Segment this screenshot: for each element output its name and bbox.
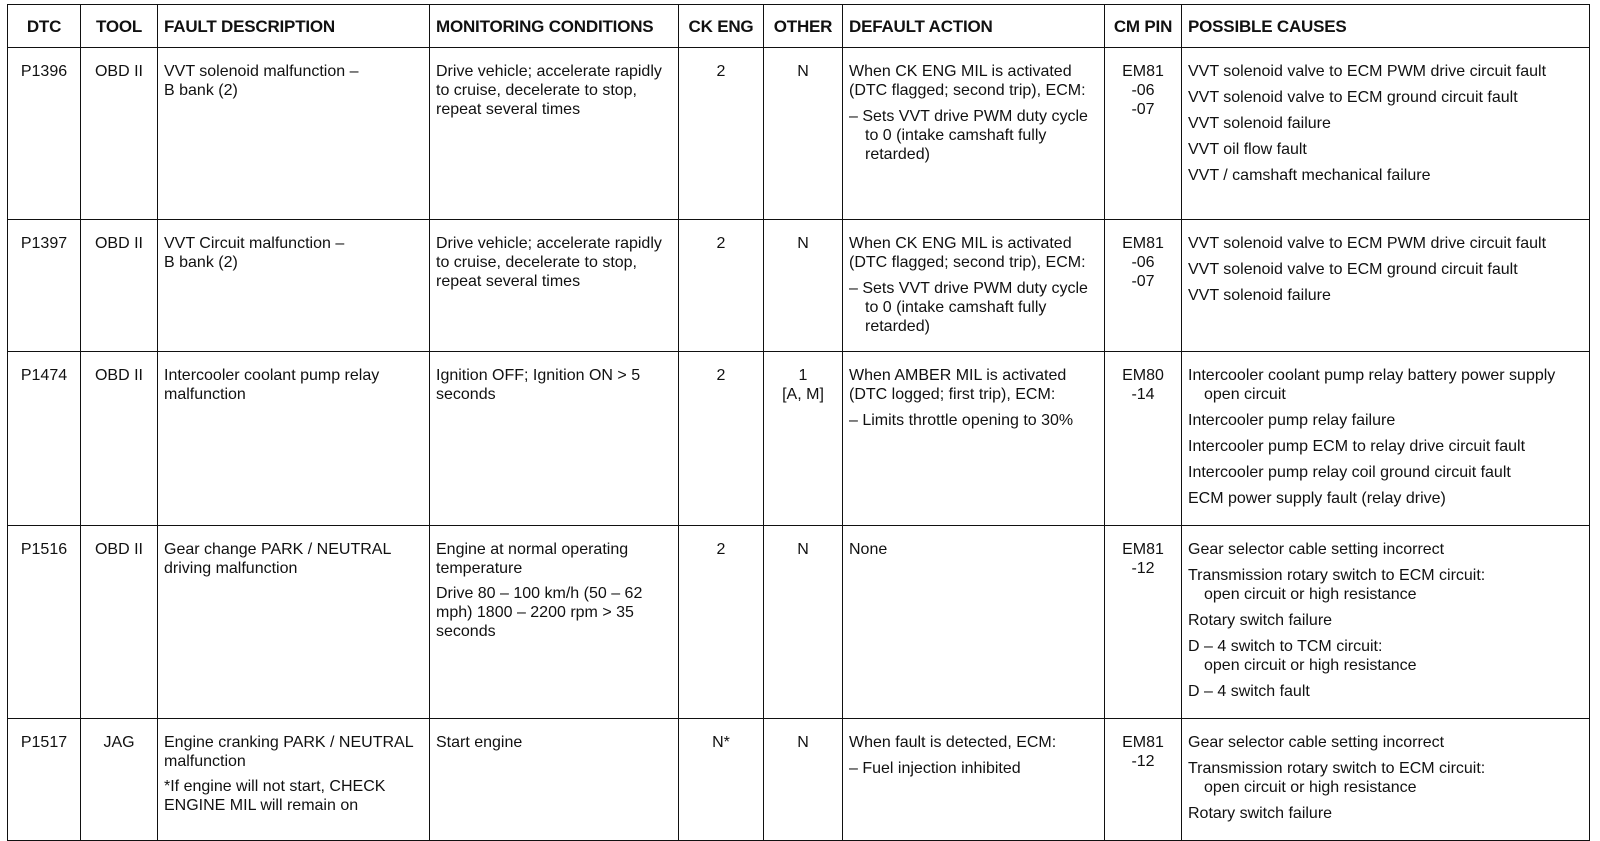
monitoring-conditions-cell xyxy=(430,352,679,526)
cause-item: Gear selector cable setting incorrect xyxy=(1188,734,1445,751)
monitoring-conditions-cell xyxy=(430,48,679,220)
possible-causes-cell xyxy=(1182,48,1590,220)
dtc-code: P1396 xyxy=(8,48,81,220)
header-tool: TOOL xyxy=(81,5,158,48)
other-cell: N xyxy=(764,719,843,841)
default-action-cell xyxy=(843,48,1105,220)
default-action-intro: None xyxy=(849,541,888,558)
table-body xyxy=(8,48,1590,841)
monitoring-conditions-cell xyxy=(430,526,679,719)
cause-item: Intercooler pump relay failure xyxy=(1188,412,1396,429)
dtc-code: P1474 xyxy=(8,352,81,526)
dtc-code: P1517 xyxy=(8,719,81,841)
cause-item: Intercooler pump relay coil ground circuit fault xyxy=(1188,464,1511,481)
monitoring-text: Engine at normal operating temperature xyxy=(436,541,629,577)
cm-pin-cell xyxy=(1105,719,1182,841)
cm-pin-line: EM80 xyxy=(1122,367,1164,384)
other-cell: N xyxy=(764,220,843,352)
fault-description-cell xyxy=(158,719,430,841)
cm-pin-cell xyxy=(1105,220,1182,352)
cause-item: VVT solenoid failure xyxy=(1188,287,1331,304)
fault-description-cell xyxy=(158,48,430,220)
monitoring-text: Drive vehicle; accelerate rapidly to cruise, decelerate to stop, repeat several times xyxy=(436,63,662,118)
other-cell: N xyxy=(764,526,843,719)
cm-pin-line: -07 xyxy=(1131,101,1155,118)
cause-item: VVT / camshaft mechanical failure xyxy=(1188,167,1431,184)
fault-description-cell xyxy=(158,526,430,719)
tool-cell: JAG xyxy=(81,719,158,841)
default-action-item: – Sets VVT drive PWM duty cycle to 0 (intake camshaft fully retarded) xyxy=(849,280,1088,335)
cm-pin-line: -12 xyxy=(1131,560,1155,577)
cause-item: VVT oil flow fault xyxy=(1188,141,1307,158)
header-row xyxy=(8,5,1590,48)
cause-item: ECM power supply fault (relay drive) xyxy=(1188,490,1446,507)
default-action-intro: When CK ENG MIL is activated (DTC flagged; second trip), ECM: xyxy=(849,235,1086,271)
header-possible-causes: POSSIBLE CAUSES xyxy=(1182,5,1590,48)
cause-item: VVT solenoid valve to ECM PWM drive circuit fault xyxy=(1188,235,1547,252)
cause-item: Intercooler pump ECM to relay drive circuit fault xyxy=(1188,438,1526,455)
table-row xyxy=(8,352,1590,526)
cm-pin-line: EM81 xyxy=(1122,63,1164,80)
default-action-intro: When CK ENG MIL is activated (DTC flagged; second trip), ECM: xyxy=(849,63,1086,99)
other-cell: 1 [A, M] xyxy=(764,352,843,526)
default-action-item: – Limits throttle opening to 30% xyxy=(849,412,1074,429)
cause-item: D – 4 switch fault xyxy=(1188,683,1310,700)
default-action-item: – Fuel injection inhibited xyxy=(849,760,1021,777)
fault-description: Gear change PARK / NEUTRAL driving malfunction xyxy=(164,541,391,577)
cause-item: Gear selector cable setting incorrect xyxy=(1188,541,1445,558)
cm-pin-cell xyxy=(1105,526,1182,719)
cause-item: D – 4 switch to TCM circuit: open circuit or high resistance xyxy=(1188,638,1417,674)
dtc-code: P1397 xyxy=(8,220,81,352)
header-monitoring-conditions: MONITORING CONDITIONS xyxy=(430,5,679,48)
cause-item: Transmission rotary switch to ECM circuit: open circuit or high resistance xyxy=(1188,567,1486,603)
monitoring-conditions-cell xyxy=(430,220,679,352)
table-row xyxy=(8,48,1590,220)
cause-item: Intercooler coolant pump relay battery power supply open circuit xyxy=(1188,367,1556,403)
default-action-intro: When fault is detected, ECM: xyxy=(849,734,1057,751)
table-row xyxy=(8,220,1590,352)
tool-cell: OBD II xyxy=(81,48,158,220)
possible-causes-cell xyxy=(1182,220,1590,352)
possible-causes-cell xyxy=(1182,352,1590,526)
cm-pin-line: -07 xyxy=(1131,273,1155,290)
cm-pin-line: -06 xyxy=(1131,254,1155,271)
cm-pin-line: EM81 xyxy=(1122,235,1164,252)
cm-pin-line: EM81 xyxy=(1122,734,1164,751)
possible-causes-cell xyxy=(1182,526,1590,719)
monitoring-conditions-cell xyxy=(430,719,679,841)
ck-eng-cell: 2 xyxy=(679,352,764,526)
cause-item: VVT solenoid valve to ECM ground circuit fault xyxy=(1188,89,1518,106)
ck-eng-cell: N* xyxy=(679,719,764,841)
fault-description: Intercooler coolant pump relay malfunction xyxy=(164,367,380,403)
header-fault-description: FAULT DESCRIPTION xyxy=(158,5,430,48)
other-cell: N xyxy=(764,48,843,220)
header-dtc: DTC xyxy=(8,5,81,48)
cause-item: VVT solenoid failure xyxy=(1188,115,1331,132)
fault-description-cell xyxy=(158,220,430,352)
tool-cell: OBD II xyxy=(81,220,158,352)
monitoring-text: Start engine xyxy=(436,734,523,751)
cm-pin-cell xyxy=(1105,352,1182,526)
cm-pin-line: -06 xyxy=(1131,82,1155,99)
default-action-item: – Sets VVT drive PWM duty cycle to 0 (intake camshaft fully retarded) xyxy=(849,108,1088,163)
header-other: OTHER xyxy=(764,5,843,48)
default-action-cell xyxy=(843,220,1105,352)
fault-description-cell xyxy=(158,352,430,526)
dtc-code: P1516 xyxy=(8,526,81,719)
tool-cell: OBD II xyxy=(81,526,158,719)
cause-item: Rotary switch failure xyxy=(1188,805,1333,822)
tool-cell: OBD II xyxy=(81,352,158,526)
ck-eng-cell: 2 xyxy=(679,526,764,719)
default-action-cell xyxy=(843,352,1105,526)
fault-description: Engine cranking PARK / NEUTRAL malfunction xyxy=(164,734,413,770)
ck-eng-cell: 2 xyxy=(679,220,764,352)
fault-note: *If engine will not start, CHECK ENGINE MIL will remain on xyxy=(164,778,386,814)
cause-item: VVT solenoid valve to ECM PWM drive circuit fault xyxy=(1188,63,1547,80)
header-cm-pin: CM PIN xyxy=(1105,5,1182,48)
cm-pin-line: EM81 xyxy=(1122,541,1164,558)
table-row xyxy=(8,526,1590,719)
default-action-cell xyxy=(843,719,1105,841)
monitoring-text: Drive 80 – 100 km/h (50 – 62 mph) 1800 – 2200 rpm > 35 seconds xyxy=(436,585,643,640)
cm-pin-line: -12 xyxy=(1131,753,1155,770)
header-ck-eng: CK ENG xyxy=(679,5,764,48)
dtc-table xyxy=(7,4,1590,841)
cause-item: Transmission rotary switch to ECM circuit: open circuit or high resistance xyxy=(1188,760,1486,796)
monitoring-text: Ignition OFF; Ignition ON > 5 seconds xyxy=(436,367,641,403)
monitoring-text: Drive vehicle; accelerate rapidly to cruise, decelerate to stop, repeat several times xyxy=(436,235,662,290)
cause-item: VVT solenoid valve to ECM ground circuit fault xyxy=(1188,261,1518,278)
table-row xyxy=(8,719,1590,841)
fault-description: VVT Circuit malfunction – B bank (2) xyxy=(164,235,345,271)
default-action-intro: When AMBER MIL is activated (DTC logged; first trip), ECM: xyxy=(849,367,1067,403)
possible-causes-cell xyxy=(1182,719,1590,841)
fault-description: VVT solenoid malfunction – B bank (2) xyxy=(164,63,359,99)
header-default-action: DEFAULT ACTION xyxy=(843,5,1105,48)
ck-eng-cell: 2 xyxy=(679,48,764,220)
cause-item: Rotary switch failure xyxy=(1188,612,1333,629)
cm-pin-line: -14 xyxy=(1131,386,1155,403)
default-action-cell xyxy=(843,526,1105,719)
cm-pin-cell xyxy=(1105,48,1182,220)
